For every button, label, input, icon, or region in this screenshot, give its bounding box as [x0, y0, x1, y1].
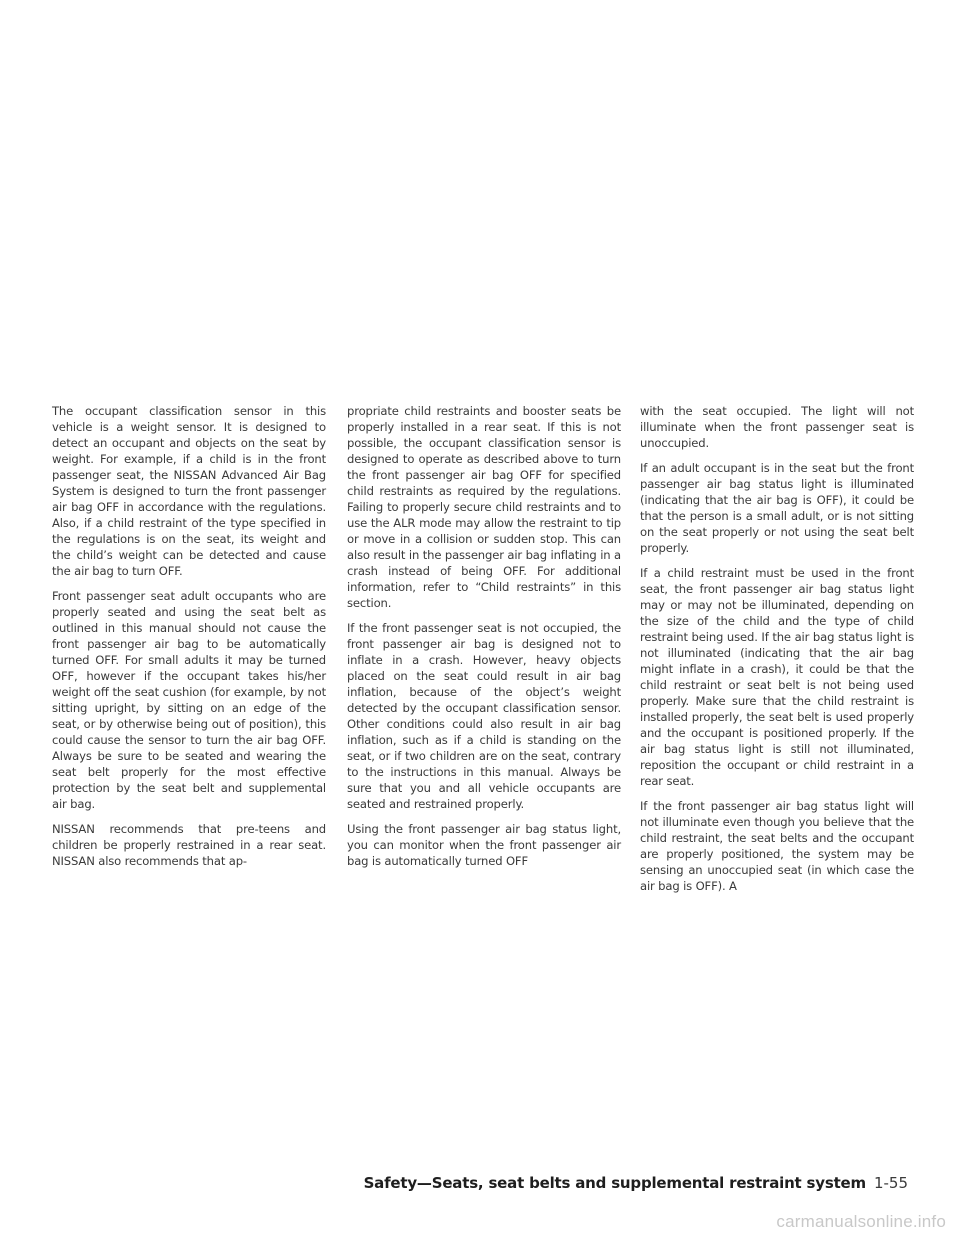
paragraph: propriate child restraints and booster seats be properly installed in a rear seat. If this is not possible, the occupant classification sensor is designed to operate as described above to turn the front passenger air bag OFF for specified child restraints as required by the regulations. Failing to properly secure child restraints and to use the ALR mode may allow the restraint to tip or move in a collision or sudden stop. This can also result in the passenger air bag inflating in a crash instead of being OFF. For additional information, refer to “Child restraints” in this section.: [347, 404, 621, 610]
paragraph: If the front passenger seat is not occupied, the front passenger air bag is designed not to inflate in a crash. However, heavy objects placed on the seat could result in air bag inflation, because of the object’s weight detected by the occupant classification sensor. Other conditions could also result in air bag inflation, such as if a child is standing on the seat, or if two children are on the seat, contrary to the instructions in this manual. Always be sure that you and all vehicle occupants are seated and restrained properly.: [347, 621, 621, 811]
paragraph: If the front passenger air bag status light will not illuminate even though you believe that the child restraint, the seat belts and the occupant are properly positioned, the system may be sensing an unoccupied seat (in which case the air bag is OFF). A: [640, 799, 914, 893]
paragraph: Using the front passenger air bag status light, you can monitor when the front passenger air bag is automatically turned OFF: [347, 822, 621, 868]
paragraph: If an adult occupant is in the seat but the front passenger air bag status light is illuminated (indicating that the air bag is OFF), it could be that the person is a small adult, or is not sitting on the seat properly or not using the seat belt properly.: [640, 461, 914, 555]
paragraph: Front passenger seat adult occupants who are properly seated and using the seat belt as outlined in this manual should not cause the front passenger air bag to be automatically turned OFF. For small adults it may be turned OFF, however if the occupant takes his/her weight off the seat cushion (for example, by not sitting upright, by sitting on an edge of the seat, or by otherwise being out of position), this could cause the sensor to turn the air bag OFF. Always be sure to be seated and wearing the seat belt properly for the most effective protection by the seat belt and supplemental air bag.: [52, 589, 326, 811]
text-column-2: [347, 403, 621, 878]
watermark: carmanualsonline.info: [776, 1212, 946, 1231]
paragraph: NISSAN recommends that pre-teens and children be properly restrained in a rear seat. NISSAN also recommends that ap-: [52, 822, 326, 868]
text-column-1: [52, 403, 326, 878]
text-column-3: [640, 403, 914, 903]
paragraph: If a child restraint must be used in the front seat, the front passenger air bag status light may or may not be illuminated, depending on the size of the child and the type of child restraint being used. If the air bag status light is not illuminated (indicating that the air bag might inflate in a crash), it could be that the child restraint or seat belt is not being used properly. Make sure that the child restraint is installed properly, the seat belt is used properly and the occupant is positioned properly. If the air bag status light is still not illuminated, reposition the occupant or child restraint in a rear seat.: [640, 566, 914, 788]
footer-section-title: Safety—Seats, seat belts and supplemental restraint system: [363, 1174, 866, 1192]
paragraph: The occupant classification sensor in this vehicle is a weight sensor. It is designed to detect an occupant and objects on the seat by weight. For example, if a child is in the front passenger seat, the NISSAN Advanced Air Bag System is designed to turn the front passenger air bag OFF in accordance with the regulations. Also, if a child restraint of the type specified in the regulations is on the seat, its weight and the child’s weight can be detected and cause the air bag to turn OFF.: [52, 404, 326, 578]
page-footer: [364, 1173, 908, 1193]
page-number: 1-55: [873, 1174, 908, 1192]
paragraph: with the seat occupied. The light will not illuminate when the front passenger seat is unoccupied.: [640, 404, 914, 450]
